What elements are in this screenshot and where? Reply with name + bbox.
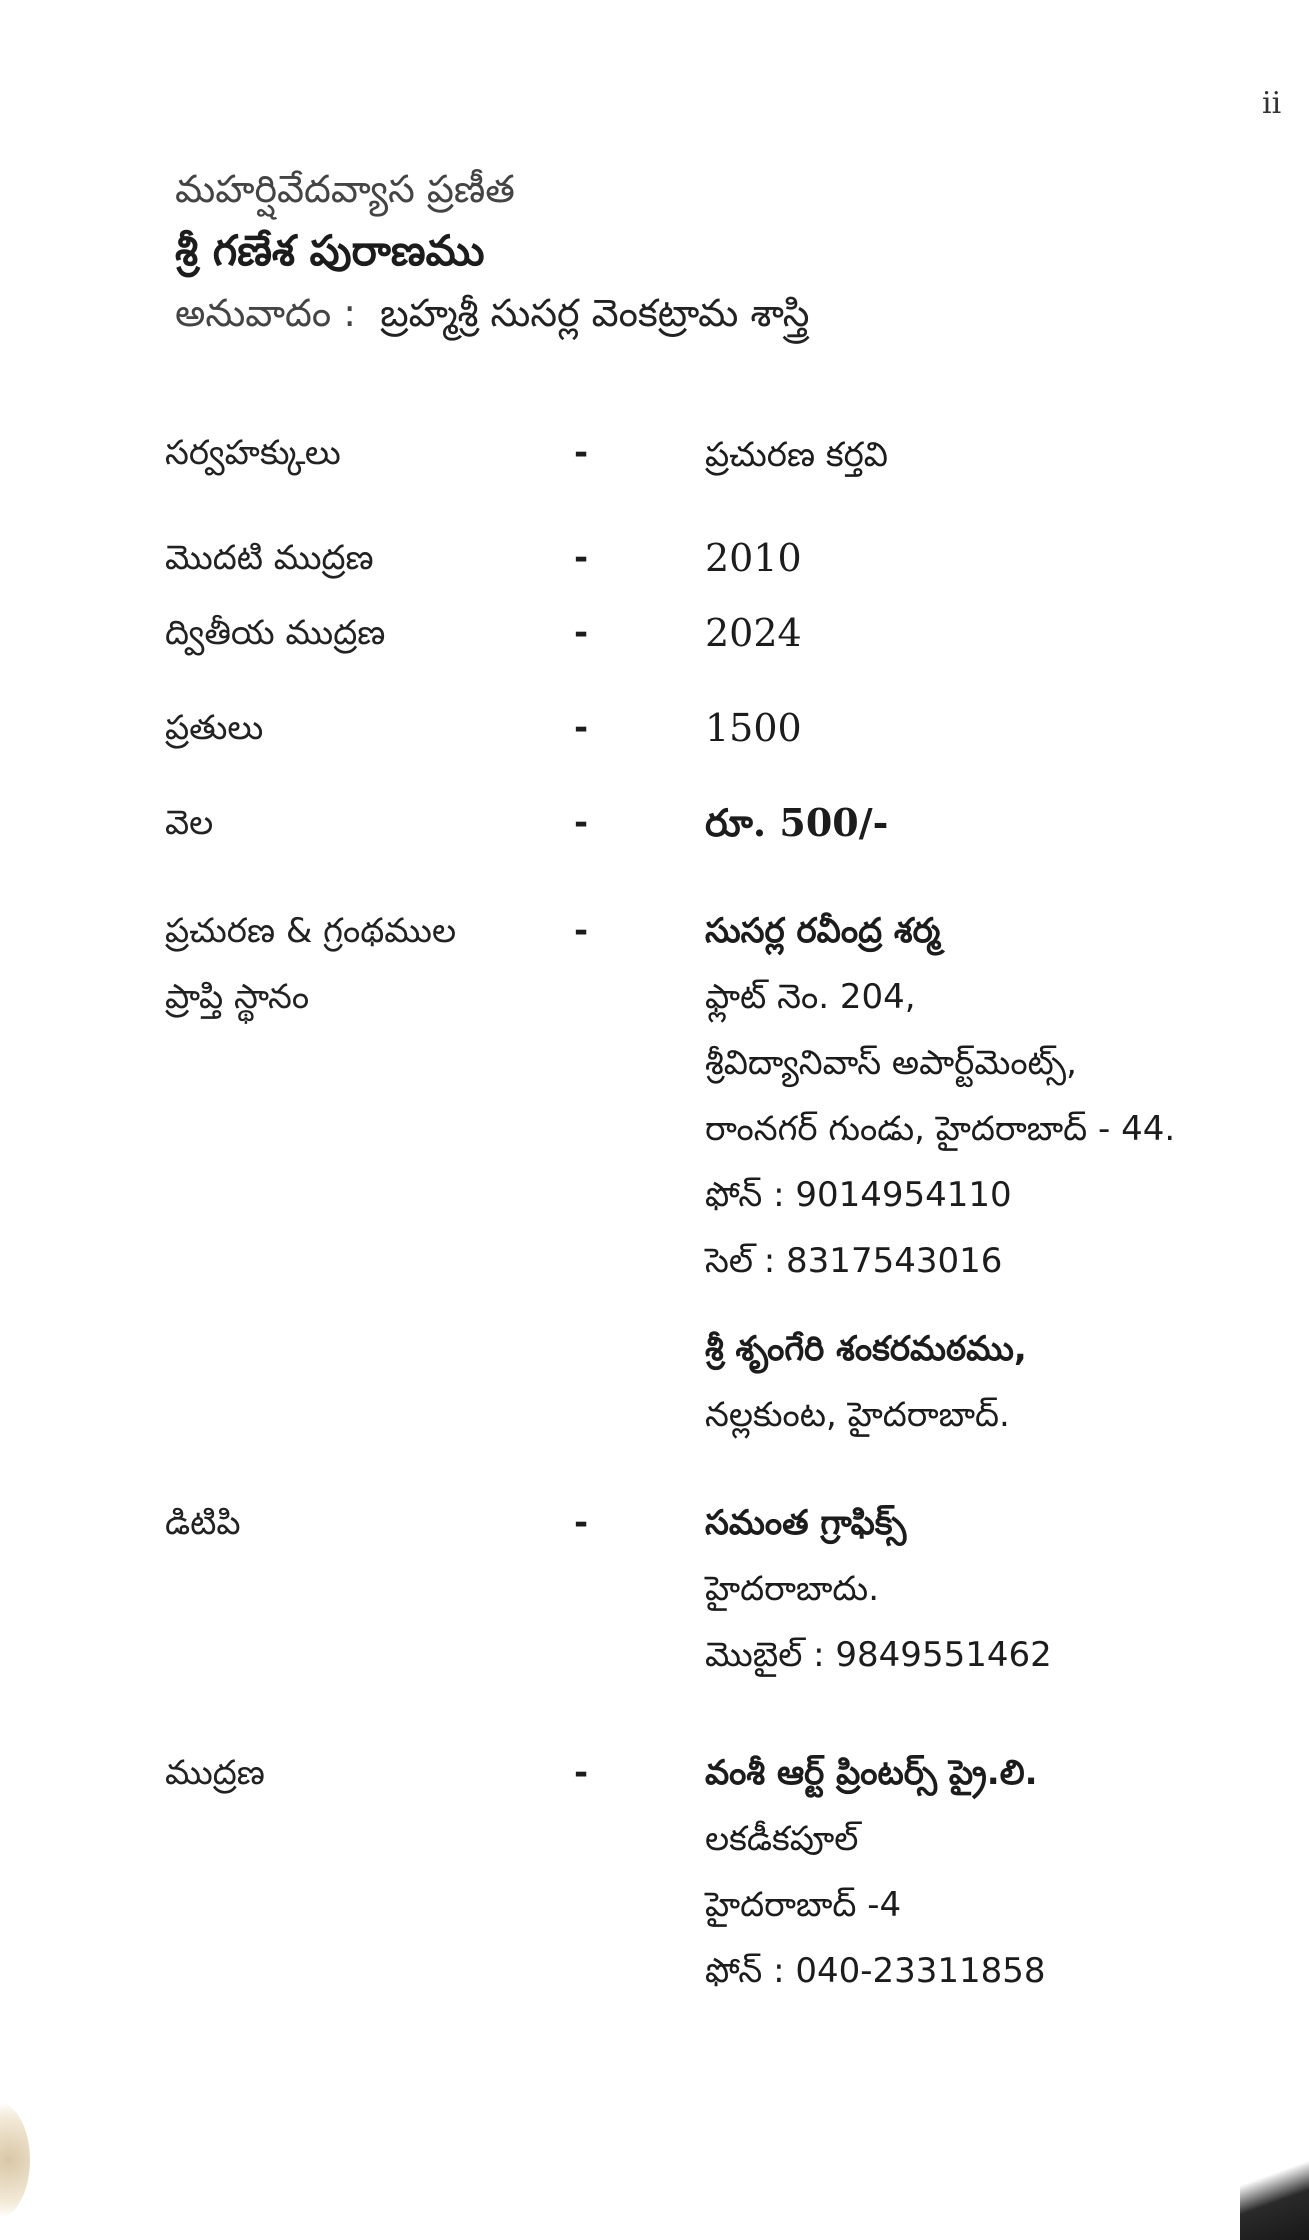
publisher-address-line3: రాంనగర్ గుండు, హైదరాబాద్ - 44. — [705, 1109, 1176, 1149]
copies-label: ప్రతులు — [165, 708, 264, 748]
publisher-cell: సెల్ : 8317543016 — [705, 1241, 1003, 1281]
translator-label: అనువాదం : — [175, 291, 357, 335]
printer-label: ముద్రణ — [165, 1753, 265, 1793]
price-label: వెల — [165, 803, 214, 843]
separator-dash: - — [574, 911, 589, 951]
page-number: ii — [1262, 86, 1282, 121]
first-print-year: 2010 — [705, 536, 802, 580]
first-print-label: మొదటి ముద్రణ — [165, 538, 374, 578]
page-edge-shadow-left — [0, 2100, 30, 2220]
dtp-label: డిటిపి — [165, 1503, 241, 1543]
publisher-label — [165, 898, 456, 1030]
printer-area: లకడీకపూల్ — [705, 1819, 859, 1859]
second-print-year: 2024 — [705, 611, 802, 655]
copies-value: 1500 — [705, 706, 802, 750]
translator-name: బ్రహ్మశ్రీ సుసర్ల వెంకట్రామ శాస్త్రి — [380, 291, 810, 335]
separator-dash: - — [574, 613, 589, 653]
dtp-city: హైదరాబాదు. — [705, 1569, 880, 1609]
publisher-address-line1: ఫ్లాట్ నెం. 204, — [705, 977, 916, 1017]
price-value: రూ. 500/- — [705, 800, 889, 845]
printer-details — [705, 1740, 1046, 2004]
book-title: శ్రీ గణేశ పురాణము — [175, 226, 485, 275]
publisher-phone: ఫోన్ : 9014954110 — [705, 1175, 1012, 1215]
alt-distributor-address: నల్లకుంట, హైదరాబాద్. — [705, 1395, 1010, 1435]
publisher-label-line2: ప్రాప్తి స్థానం — [165, 977, 310, 1017]
author-line: మహర్షివేదవ్యాస ప్రణీత — [175, 167, 515, 211]
title-block — [175, 167, 810, 335]
dtp-mobile: మొబైల్ : 9849551462 — [705, 1635, 1052, 1675]
printer-phone: ఫోన్ : 040-23311858 — [705, 1951, 1046, 1991]
separator-dash: - — [574, 433, 589, 473]
page-edge-shadow-right — [1240, 2120, 1309, 2240]
second-print-label: ద్వితీయ ముద్రణ — [165, 613, 386, 653]
dtp-details — [705, 1490, 1052, 1688]
printer-city: హైదరాబాద్ -4 — [705, 1885, 902, 1925]
printer-name: వంశీ ఆర్ట్ ప్రింటర్స్ ప్రై.లి. — [705, 1753, 1038, 1793]
publisher-details — [705, 898, 1175, 1448]
separator-dash: - — [574, 708, 589, 748]
separator-dash: - — [574, 538, 589, 578]
separator-dash: - — [574, 1503, 589, 1543]
dtp-name: సమంత గ్రాఫిక్స్ — [705, 1503, 907, 1543]
publisher-label-line1: ప్రచురణ & గ్రంథముల — [165, 911, 457, 951]
publisher-name: సుసర్ల రవీంద్ర శర్మ — [705, 911, 941, 951]
publisher-address-line2: శ్రీవిద్యానివాస్ అపార్ట్‌మెంట్స్, — [705, 1043, 1077, 1083]
separator-dash: - — [574, 1753, 589, 1793]
alt-distributor-name: శ్రీ శృంగేరి శంకరమఠము, — [705, 1329, 1027, 1369]
separator-dash: - — [574, 803, 589, 843]
translator-line — [175, 291, 810, 335]
copyright-label: సర్వహక్కులు — [165, 433, 341, 473]
copyright-value: ప్రచురణ కర్తవి — [705, 435, 888, 475]
